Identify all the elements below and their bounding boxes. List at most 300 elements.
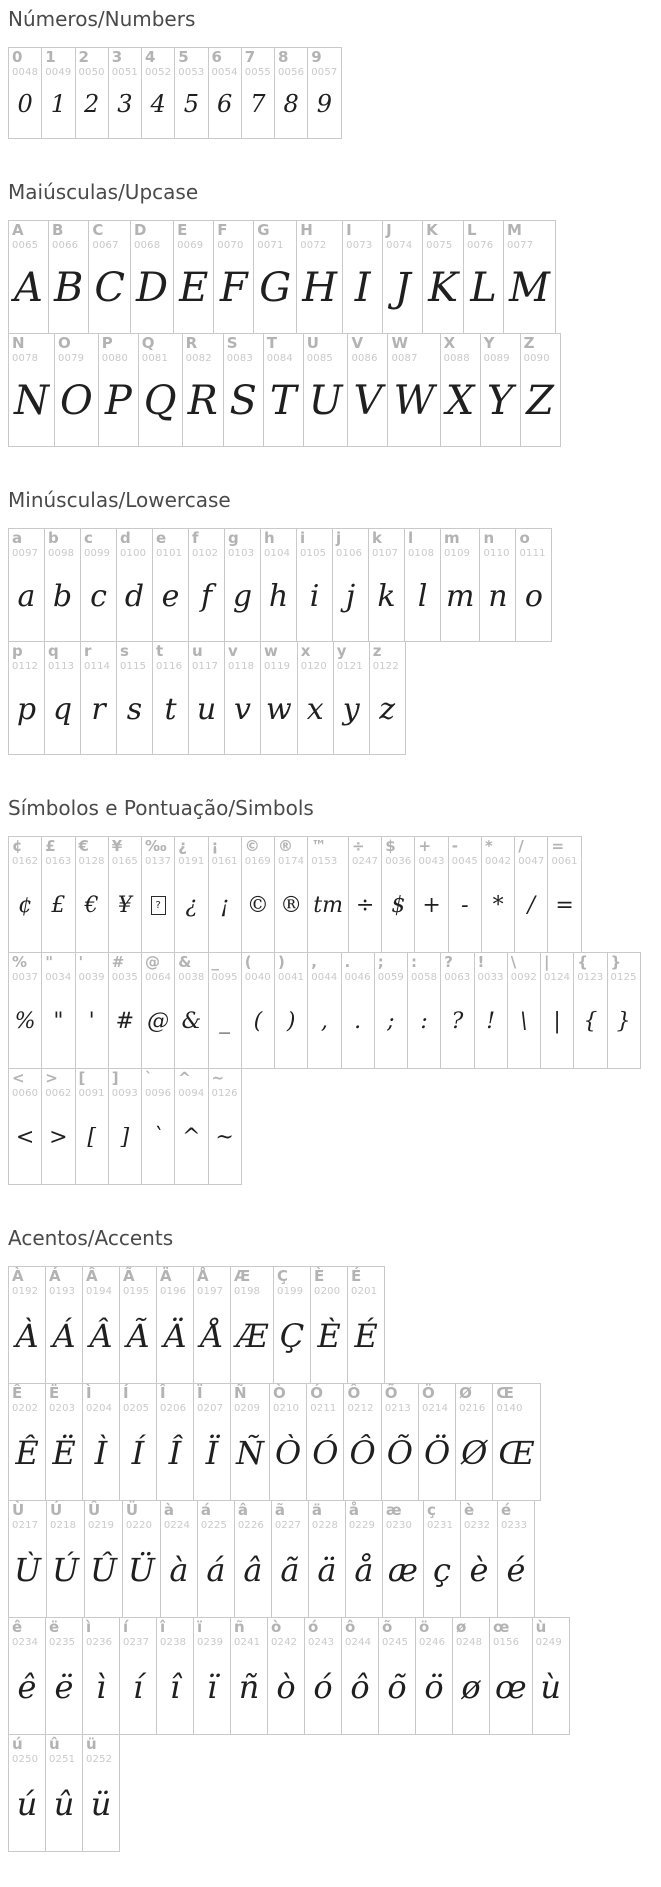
cell-char-label: c [84,529,93,547]
char-cell-0072 [296,220,343,334]
cell-header [518,839,544,867]
section-lowercase [8,489,655,755]
cell-char-label: ë [49,1618,60,1636]
glyph-preview: Ó [312,1434,339,1473]
cell-char-label: G [257,221,270,239]
cell-char-label: \ [510,953,517,971]
glyph-preview: Q [143,378,177,425]
cell-header [228,531,257,559]
cell-header [234,1386,266,1414]
glyph-preview: Ú [51,1551,79,1590]
cell-unicode-code: 0191 [178,855,205,867]
cell-unicode-code: 0104 [264,547,291,559]
cell-char-label: V [351,334,364,352]
cell-header [311,955,337,983]
char-cell-0071 [253,220,297,334]
cell-header [426,223,460,251]
cell-char-label: ì [86,1618,92,1636]
char-cell-0075 [422,220,464,334]
glyph-preview: < [15,1125,35,1151]
cell-char-label: ) [278,953,285,971]
cell-header [48,531,77,559]
char-row [8,1068,655,1185]
glyph-preview: $ [391,893,406,919]
cell-unicode-code: 0201 [351,1285,378,1297]
cell-header [120,531,149,559]
cell-header [86,1737,116,1765]
glyph-preview: N [14,378,49,425]
cell-header [307,336,345,364]
glyph-preview: U [308,378,343,425]
char-cell-0224 [160,1500,198,1618]
cell-unicode-code: 0109 [444,547,471,559]
glyph-preview: © [246,893,269,919]
cell-header [551,839,577,867]
glyph-preview: D [136,265,169,312]
cell-header [311,50,337,78]
cell-unicode-code: 0174 [278,855,305,867]
section-numbers [8,8,655,139]
cell-char-label: i [300,529,306,547]
glyph-preview: z [379,691,396,727]
cell-header [234,1620,264,1648]
glyph-preview: ú [16,1785,38,1824]
char-cell-0225 [197,1500,235,1618]
glyph-preview: j [345,578,356,614]
cell-char-label: C [92,221,104,239]
cell-char-label: E [177,221,188,239]
cell-unicode-code: 0245 [382,1636,409,1648]
char-cell-0236 [82,1617,120,1735]
cell-unicode-code: 0108 [408,547,435,559]
cell-unicode-code: 0089 [483,352,510,364]
glyph-preview: y [342,691,360,727]
char-cell-0070 [213,220,254,334]
cell-unicode-code: 0194 [86,1285,113,1297]
cell-char-label: œ [493,1618,510,1636]
cell-header [485,839,511,867]
char-cell-0216 [455,1383,493,1501]
section-title-numbers: Números/Numbers [8,7,196,31]
cell-header [12,1503,43,1531]
cell-char-label: = [551,837,565,855]
cell-char-label: 3 [111,48,123,66]
cell-header [197,1269,227,1297]
char-cell-0105 [296,528,333,642]
char-cell-0101 [152,528,189,642]
cell-header [134,223,170,251]
cell-unicode-code: 0038 [178,971,205,983]
glyph-preview: M [509,265,550,312]
glyph-preview: Ä [163,1317,187,1356]
cell-unicode-code: 0058 [411,971,438,983]
char-cell-0206 [156,1383,194,1501]
cell-unicode-code: 0054 [211,66,238,78]
cell-header [352,839,378,867]
cell-char-label: Â [86,1267,98,1285]
char-cell-0038 [174,952,208,1069]
glyph-preview: = [555,893,574,919]
cell-unicode-code: 0218 [49,1519,77,1531]
char-cell-0241 [230,1617,268,1735]
cell-char-label: Y [483,334,495,352]
cell-unicode-code: 0163 [45,855,72,867]
cell-char-label: o [519,529,530,547]
cell-unicode-code: 0047 [518,855,545,867]
cell-unicode-code: 0091 [78,1087,105,1099]
char-cell-0073 [342,220,383,334]
glyph-preview: Z [526,378,554,425]
glyph-preview: k [377,578,396,614]
cell-char-label: _ [211,953,219,971]
cell-unicode-code: 0119 [264,660,291,672]
glyph-preview: V [353,378,383,425]
cell-char-label: " [45,953,54,971]
cell-char-label: Ì [86,1384,92,1402]
char-cell-0203 [45,1383,83,1501]
cell-unicode-code: 0252 [86,1753,113,1765]
cell-header [422,1386,452,1414]
cell-unicode-code: 0099 [84,547,111,559]
glyph-preview: n [488,578,508,614]
char-cell-0099 [80,528,117,642]
cell-header [217,223,250,251]
cell-char-label: ( [244,953,252,971]
cell-header [49,1269,79,1297]
glyph-preview: - [461,893,469,919]
cell-header [245,50,271,78]
cell-unicode-code: 0233 [500,1519,528,1531]
cell-unicode-code: 0074 [386,239,413,251]
cell-char-label: J [386,221,392,239]
char-cell-0174 [274,836,308,953]
glyph-preview: @ [147,1009,170,1035]
cell-header [336,531,365,559]
cell-header [507,223,552,251]
glyph-preview: í [132,1668,144,1707]
cell-header [311,839,345,867]
char-cell-0218 [46,1500,85,1618]
glyph-preview: ç [432,1551,451,1590]
cell-char-label: ] [111,1069,119,1087]
cell-header [12,1620,42,1648]
glyph-preview: À [15,1317,39,1356]
char-cell-0192 [8,1266,46,1384]
glyph-preview: 9 [316,90,333,119]
cell-header [92,223,127,251]
cell-unicode-code: 0045 [451,855,478,867]
cell-unicode-code: 0203 [49,1402,76,1414]
glyph-preview: Ø [461,1434,488,1473]
cell-header [411,955,437,983]
cell-unicode-code: 0235 [49,1636,76,1648]
cell-unicode-code: 0088 [443,352,470,364]
cell-unicode-code: 0035 [111,971,138,983]
char-cell-0084 [263,333,304,447]
cell-header [192,644,221,672]
char-cell-0053 [174,47,208,139]
cell-header [123,1620,153,1648]
char-row [8,1617,655,1735]
cell-header [12,1269,42,1297]
char-cell-0083 [223,333,264,447]
cell-header [245,955,271,983]
cell-char-label: è [463,1501,475,1519]
char-cell-0125 [607,952,641,1069]
cell-header [312,1503,342,1531]
cell-unicode-code: 0052 [145,66,172,78]
glyph-preview: X [445,378,475,425]
glyph-preview: Å [200,1317,224,1356]
cell-char-label: 1 [45,48,56,66]
char-cell-0233 [497,1500,535,1618]
glyph-preview: ! [486,1009,496,1035]
char-cell-0067 [88,220,131,334]
cell-unicode-code: 0065 [12,239,39,251]
char-cell-0050 [75,47,109,139]
char-row [8,1266,655,1384]
char-grid-uppercase [8,220,655,447]
glyph-preview: 1 [50,90,67,119]
char-cell-0079 [54,333,99,447]
glyph-preview: m [446,578,475,614]
cell-unicode-code: 0241 [234,1636,261,1648]
char-row [8,1500,655,1618]
char-cell-0059 [374,952,408,1069]
char-cell-0046 [341,952,375,1069]
glyph-preview: Ô [349,1434,376,1473]
cell-header [58,336,95,364]
cell-char-label: ¡ [211,837,219,855]
cell-unicode-code: 0033 [477,971,504,983]
glyph-preview: s [126,691,143,727]
cell-header [351,1269,381,1297]
glyph-preview: > [49,1125,68,1151]
cell-header [112,955,138,983]
cell-char-label: ® [278,837,293,855]
glyph-preview: û [53,1785,75,1824]
char-cell-0195 [119,1266,157,1384]
cell-unicode-code: 0106 [336,547,363,559]
cell-char-label: 5 [178,48,189,66]
char-cell-0091 [75,1068,109,1185]
char-cell-0078 [8,333,55,447]
cell-header [347,1386,377,1414]
glyph-preview: : [420,1009,428,1035]
char-cell-0244 [341,1617,379,1735]
glyph-preview: ' [88,1009,95,1035]
glyph-preview: ¿ [185,893,198,919]
glyph-preview: ~ [215,1125,234,1151]
cell-char-label: y [336,642,347,660]
cell-unicode-code: 0071 [257,239,284,251]
cell-header [12,336,51,364]
char-cell-0103 [224,528,261,642]
char-cell-0140 [492,1383,540,1501]
cell-char-label: f [192,529,199,547]
cell-unicode-code: 0213 [384,1402,411,1414]
cell-header [186,336,220,364]
char-cell-0228 [308,1500,346,1618]
cell-char-label: v [228,642,238,660]
char-cell-0045 [448,836,482,953]
cell-char-label: D [134,221,147,239]
cell-char-label: e [156,529,167,547]
cell-header [79,839,105,867]
char-cell-0128 [75,836,109,953]
char-cell-0210 [269,1383,307,1501]
section-title-symbols: Símbolos e Pontuação/Simbols [8,796,314,820]
glyph-preview: g [232,578,253,614]
cell-header [227,336,260,364]
glyph-preview: l [417,578,428,614]
glyph-preview: G [259,265,292,312]
glyph-preview: Û [89,1551,117,1590]
glyph-preview: È [317,1317,341,1356]
cell-unicode-code: 0198 [234,1285,261,1297]
cell-char-label: M [507,221,522,239]
glyph-preview: ì [95,1668,107,1707]
cell-char-label: ~ [211,1069,225,1087]
cell-header [88,1503,119,1531]
glyph-preview: ` [152,1125,164,1151]
cell-header [212,1071,238,1099]
char-cell-0107 [368,528,405,642]
char-cell-0232 [460,1500,498,1618]
char-cell-0227 [271,1500,309,1618]
cell-header [12,1386,42,1414]
glyph-preview: 5 [183,90,200,119]
glyph-preview: ï [206,1668,218,1707]
cell-unicode-code: 0156 [493,1636,520,1648]
glyph-preview: Ñ [236,1434,264,1473]
cell-header [419,1620,449,1648]
cell-header [12,1737,42,1765]
char-cell-0251 [45,1734,83,1852]
cell-unicode-code: 0037 [12,971,39,983]
cell-header [112,1071,138,1099]
cell-char-label: 8 [278,48,289,66]
char-cell-0093 [108,1068,142,1185]
glyph-preview: Ç [279,1317,305,1356]
cell-unicode-code: 0219 [87,1519,115,1531]
cell-unicode-code: 0239 [197,1636,224,1648]
char-cell-0219 [84,1500,123,1618]
cell-header [197,1386,227,1414]
char-cell-0049 [41,47,75,139]
cell-header [271,1620,301,1648]
glyph-preview: ^ [182,1125,201,1151]
glyph-preview: Â [89,1317,113,1356]
glyph-preview: b [52,578,73,614]
char-cell-0247 [348,836,382,953]
cell-char-label: Ø [459,1384,472,1402]
cell-char-label: Æ [234,1267,251,1285]
char-cell-0040 [241,952,275,1069]
cell-char-label: û [49,1735,60,1753]
char-cell-0205 [119,1383,157,1501]
cell-unicode-code: 0137 [145,855,172,867]
cell-header [467,223,500,251]
cell-header [45,50,71,78]
glyph-preview: Ì [94,1434,108,1473]
glyph-preview: î [169,1668,181,1707]
glyph-preview: ¢ [18,893,33,919]
glyph-preview: ó [313,1668,333,1707]
cell-char-label: k [372,529,382,547]
cell-unicode-code: 0105 [300,547,327,559]
cell-char-label: Å [197,1267,209,1285]
cell-header [337,644,366,672]
cell-char-label: 9 [311,48,322,66]
cell-header [278,50,304,78]
cell-unicode-code: 0090 [523,352,550,364]
cell-unicode-code: 0083 [226,352,253,364]
cell-header [84,531,113,559]
cell-unicode-code: 0042 [484,855,512,867]
cell-char-label: p [12,642,23,660]
cell-unicode-code: 0128 [78,855,105,867]
cell-header [212,50,238,78]
cell-unicode-code: 0056 [278,66,305,78]
cell-header [112,839,138,867]
glyph-preview: œ [495,1668,527,1707]
cell-header [308,1620,338,1648]
char-cell-0041 [274,952,308,1069]
glyph-preview: ù [540,1668,561,1707]
char-cell-0238 [156,1617,194,1735]
char-cell-0163 [41,836,75,953]
cell-header [178,839,204,867]
char-cell-0054 [208,47,242,139]
glyph-preview: r [91,691,106,727]
cell-unicode-code: 0217 [12,1519,39,1531]
cell-unicode-code: 0251 [49,1753,76,1765]
cell-char-label: Õ [384,1384,398,1402]
glyph-preview: d [124,578,145,614]
glyph-preview: 7 [250,90,266,119]
cell-char-label: a [12,529,23,547]
cell-header [145,955,171,983]
glyph-preview: Õ [386,1434,413,1473]
cell-char-label: A [12,221,24,239]
char-row [8,528,655,642]
char-row [8,1734,655,1852]
glyph-preview: ÷ [355,893,375,919]
char-cell-0082 [182,333,224,447]
cell-unicode-code: 0124 [544,971,571,983]
missing-glyph-box: ? [151,896,166,915]
char-cell-0056 [274,47,308,139]
cell-header [278,839,304,867]
glyph-preview: u [196,691,217,727]
cell-unicode-code: 0140 [496,1402,523,1414]
cell-unicode-code: 0102 [192,547,219,559]
cell-header [427,1503,457,1531]
cell-header [459,1386,489,1414]
cell-header [501,1503,531,1531]
cell-header [178,955,204,983]
cell-header [145,1071,171,1099]
cell-unicode-code: 0110 [483,547,510,559]
cell-unicode-code: 0061 [551,855,578,867]
cell-unicode-code: 0100 [120,547,147,559]
cell-char-label: Í [123,1384,129,1402]
char-cell-0213 [381,1383,419,1501]
glyph-preview: v [234,691,251,727]
glyph-preview: ? [451,1009,464,1035]
char-cell-0242 [267,1617,305,1735]
